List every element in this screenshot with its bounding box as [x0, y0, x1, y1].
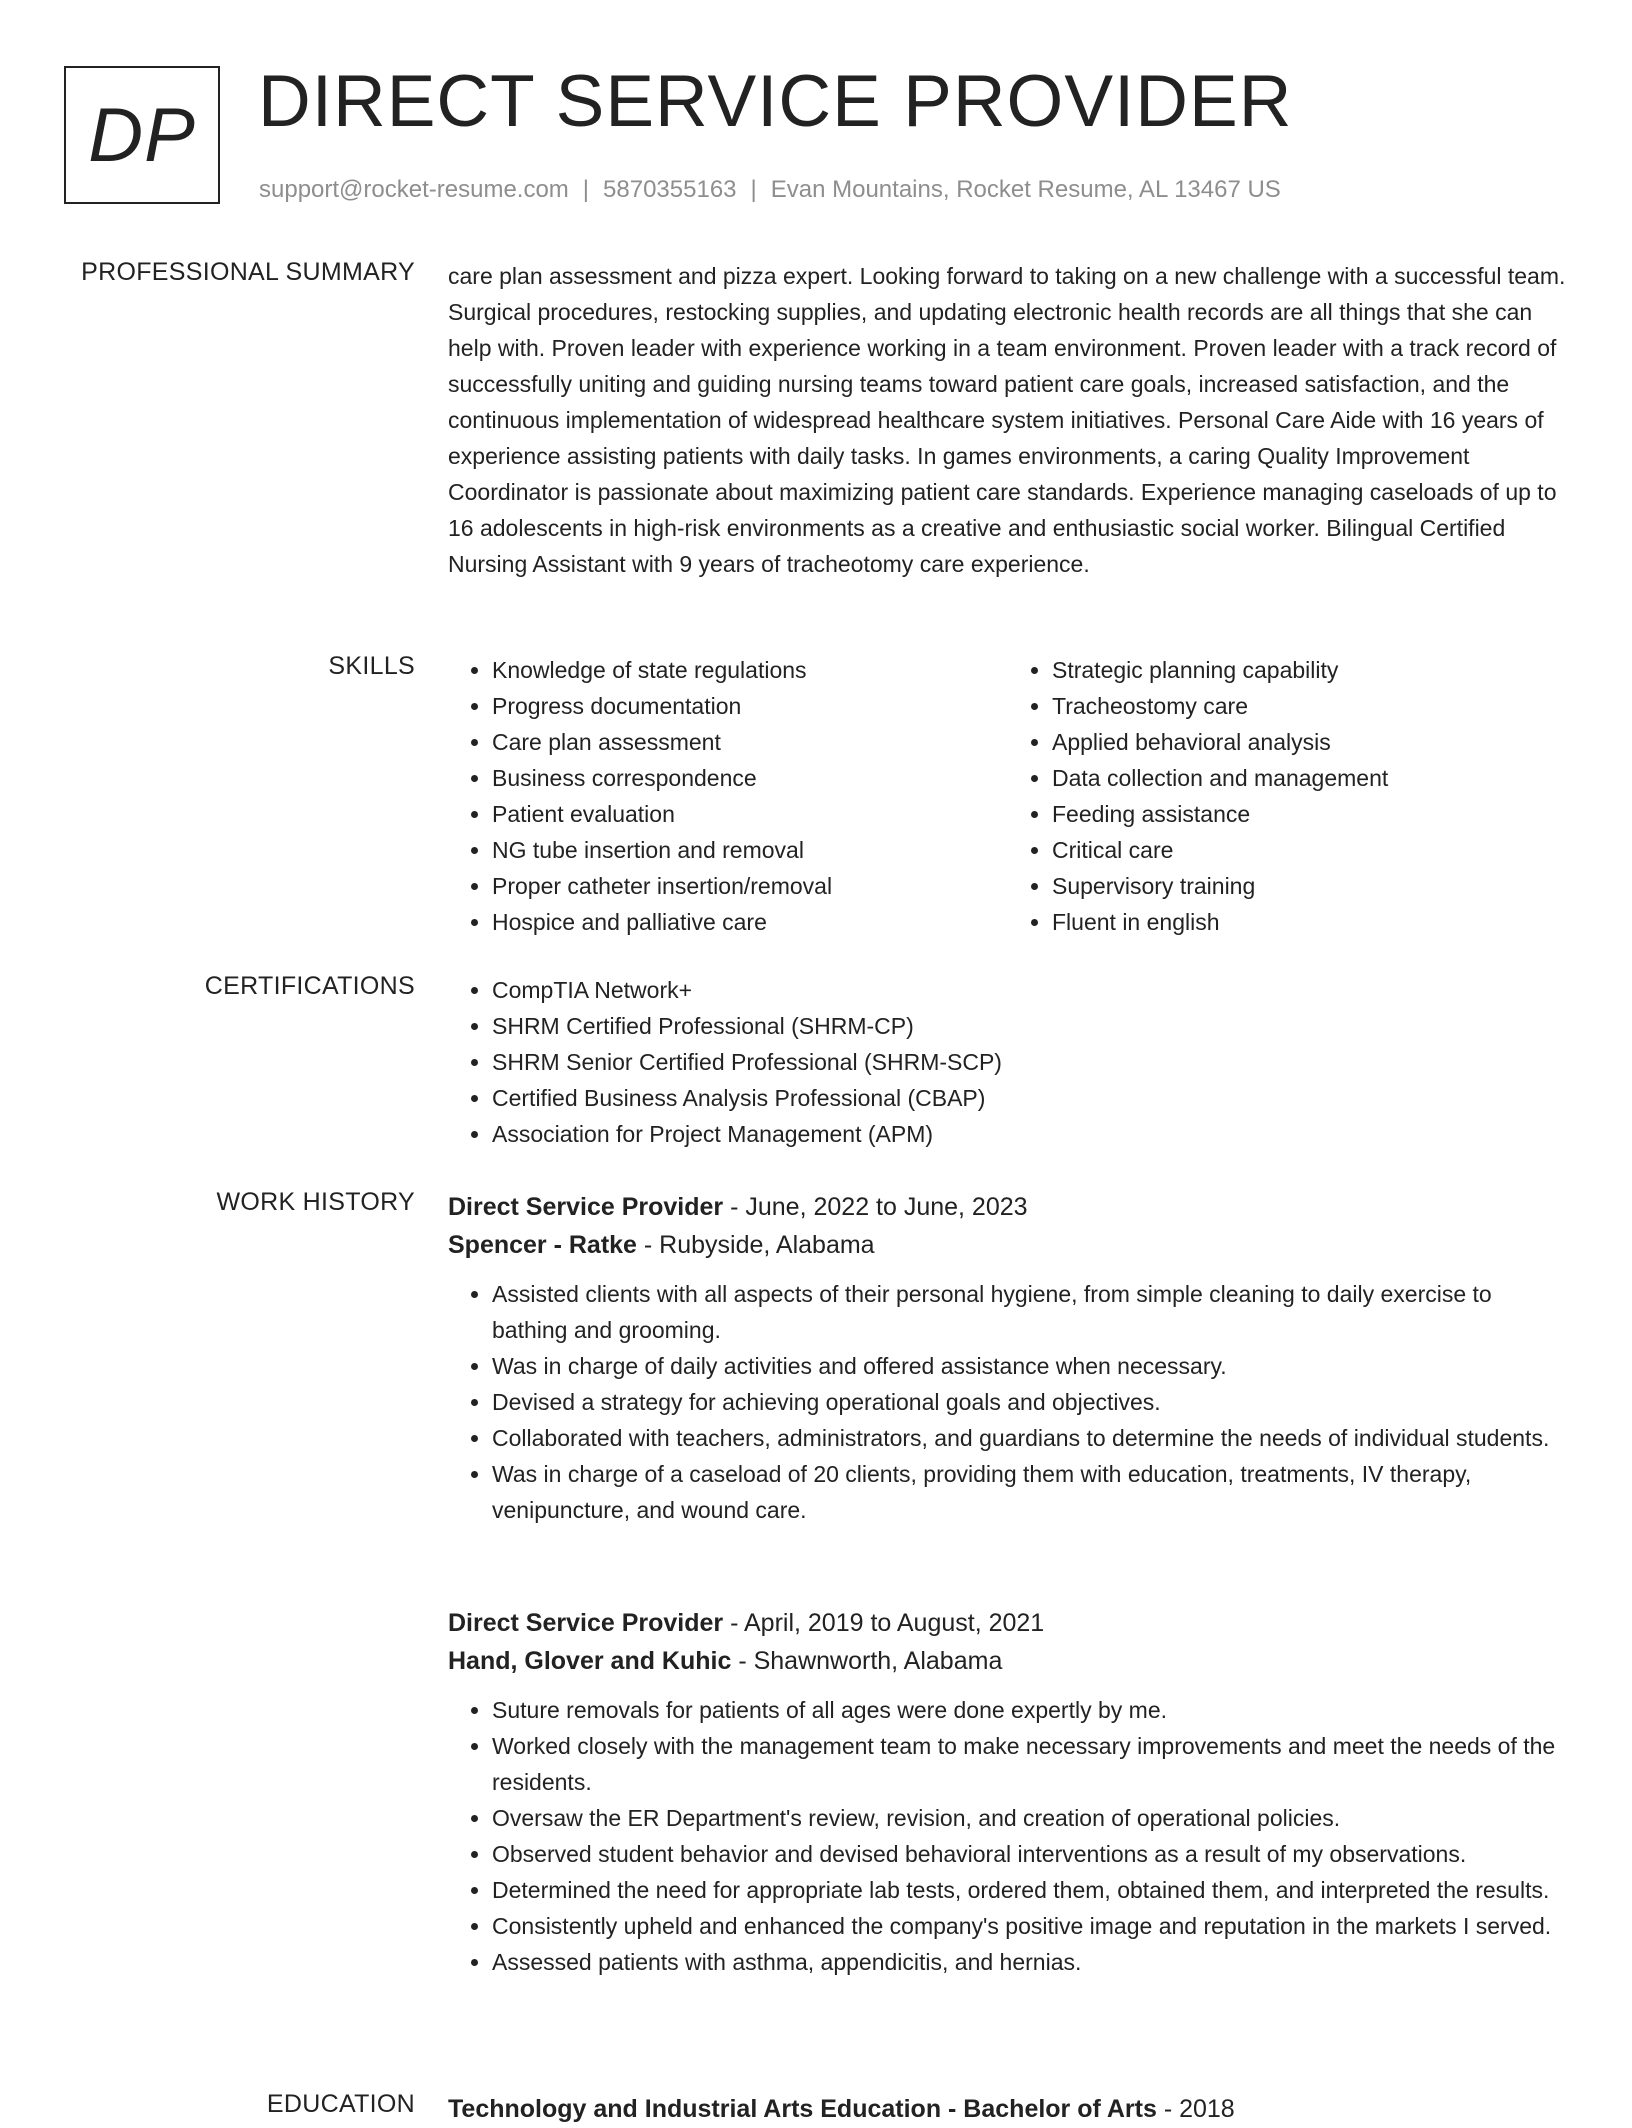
job-heading	[448, 1188, 1568, 1226]
resume-name: DIRECT SERVICE PROVIDER	[258, 61, 1293, 142]
certification-item: • SHRM Senior Certified Professional (SHRM-SCP)	[492, 1044, 1568, 1080]
summary-text: care plan assessment and pizza expert. Looking forward to taking on a new challenge with a successful team. Surgical procedures, restocking supplies, and updating electronic health records are all things that she can help with. Proven leader with experience working in a team environment. Proven leader with a track record of successfully uniting and guiding nursing teams toward patient care goals, increased satisfaction, and the continuous implementation of widespread healthcare system initiatives. Personal Care Aide with 16 years of experience assisting patients with daily tasks. In games environments, a caring Quality Improvement Coordinator is passionate about maximizing patient care standards. Experience managing caseloads of up to 16 adolescents in high-risk environments as a creative and enthusiastic social worker. Bilingual Certified Nursing Assistant with 9 years of tracheotomy care experience.	[448, 263, 1566, 577]
certification-item: • SHRM Certified Professional (SHRM-CP)	[492, 1008, 1568, 1044]
job-duty: • Was in charge of daily activities and offered assistance when necessary.	[492, 1348, 1568, 1384]
job-duty: • Suture removals for patients of all ages were done expertly by me.	[492, 1692, 1568, 1728]
job-employer	[448, 1642, 1568, 1680]
job-dates: - June, 2022 to June, 2023	[723, 1193, 1028, 1221]
contact-separator: |	[582, 176, 590, 203]
resume-header	[64, 61, 1564, 214]
contact-separator: |	[750, 176, 757, 203]
skill-item: • Knowledge of state regulations	[492, 652, 1008, 688]
job-duty: • Assisted clients with all aspects of their personal hygiene, from simple cleaning to daily exercise to bathing and grooming.	[492, 1276, 1568, 1348]
job-duty: • Worked closely with the management team to make necessary improvements and meet the needs of the residents.	[492, 1728, 1568, 1800]
skills-list-right	[1008, 652, 1568, 940]
skill-item: • Feeding assistance	[1052, 796, 1568, 832]
monogram: DP	[64, 66, 220, 204]
job-employer	[448, 1226, 1568, 1264]
certification-item: • CompTIA Network+	[492, 972, 1568, 1008]
skill-item: • Fluent in english	[1052, 904, 1568, 940]
job-duty: • Determined the need for appropriate lab tests, ordered them, obtained them, and interpreted the results.	[492, 1872, 1568, 1908]
education-entry	[448, 2090, 1568, 2128]
contact-email[interactable]: support@rocket-resume.com	[259, 176, 569, 203]
job-entry	[448, 1604, 1568, 1980]
certification-item: • Association for Project Management (APM)	[492, 1116, 1568, 1152]
skill-item: • Patient evaluation	[492, 796, 1008, 832]
job-duty: • Collaborated with teachers, administrators, and guardians to determine the needs of individual students.	[492, 1420, 1568, 1456]
skill-item: • Strategic planning capability	[1052, 652, 1568, 688]
skill-item: • NG tube insertion and removal	[492, 832, 1008, 868]
job-entry	[448, 1188, 1568, 1528]
skill-item: • Progress documentation	[492, 688, 1008, 724]
certifications-list	[448, 972, 1568, 1152]
section-label-skills: SKILLS	[328, 652, 415, 680]
job-duty: • Devised a strategy for achieving operational goals and objectives.	[492, 1384, 1568, 1420]
job-company: Hand, Glover and Kuhic	[448, 1647, 732, 1675]
skills-list-left	[448, 652, 1008, 940]
job-location: - Shawnworth, Alabama	[731, 1647, 1003, 1675]
contact-address: Evan Mountains, Rocket Resume, AL 13467 US	[770, 176, 1281, 203]
skill-item: • Hospice and palliative care	[492, 904, 1008, 940]
job-duty: • Assessed patients with asthma, appendicitis, and hernias.	[492, 1944, 1568, 1980]
job-heading	[448, 1604, 1568, 1642]
job-duties-list	[448, 1692, 1568, 1980]
skill-item: • Business correspondence	[492, 760, 1008, 796]
job-location: - Rubyside, Alabama	[636, 1231, 875, 1259]
contact-line	[259, 176, 1281, 204]
skill-item: • Applied behavioral analysis	[1052, 724, 1568, 760]
section-label-work: WORK HISTORY	[216, 1188, 415, 1216]
job-duty: • Observed student behavior and devised behavioral interventions as a result of my observations.	[492, 1836, 1568, 1872]
section-label-certifications: CERTIFICATIONS	[204, 972, 415, 1000]
job-dates: - April, 2019 to August, 2021	[723, 1609, 1045, 1637]
job-duties-list	[448, 1276, 1568, 1528]
job-title: Direct Service Provider	[448, 1609, 724, 1637]
contact-phone[interactable]: 5870355163	[603, 176, 737, 203]
job-duty: • Oversaw the ER Department's review, revision, and creation of operational policies.	[492, 1800, 1568, 1836]
certification-item: • Certified Business Analysis Professional (CBAP)	[492, 1080, 1568, 1116]
section-label-summary: PROFESSIONAL SUMMARY	[81, 258, 415, 286]
skill-item: • Proper catheter insertion/removal	[492, 868, 1008, 904]
skill-item: • Critical care	[1052, 832, 1568, 868]
skill-item: • Care plan assessment	[492, 724, 1008, 760]
job-company: Spencer - Ratke	[448, 1231, 637, 1259]
skill-item: • Supervisory training	[1052, 868, 1568, 904]
job-title: Direct Service Provider	[448, 1193, 724, 1221]
skill-item: • Tracheostomy care	[1052, 688, 1568, 724]
section-label-education: EDUCATION	[266, 2090, 415, 2118]
job-duty: • Consistently upheld and enhanced the company's positive image and reputation in the markets I served.	[492, 1908, 1568, 1944]
education-degree: Technology and Industrial Arts Education - Bachelor of Arts	[448, 2095, 1157, 2123]
education-year: - 2018	[1156, 2095, 1235, 2123]
job-duty: • Was in charge of a caseload of 20 clients, providing them with education, treatments, IV therapy, venipuncture, and wound care.	[492, 1456, 1568, 1528]
skill-item: • Data collection and management	[1052, 760, 1568, 796]
